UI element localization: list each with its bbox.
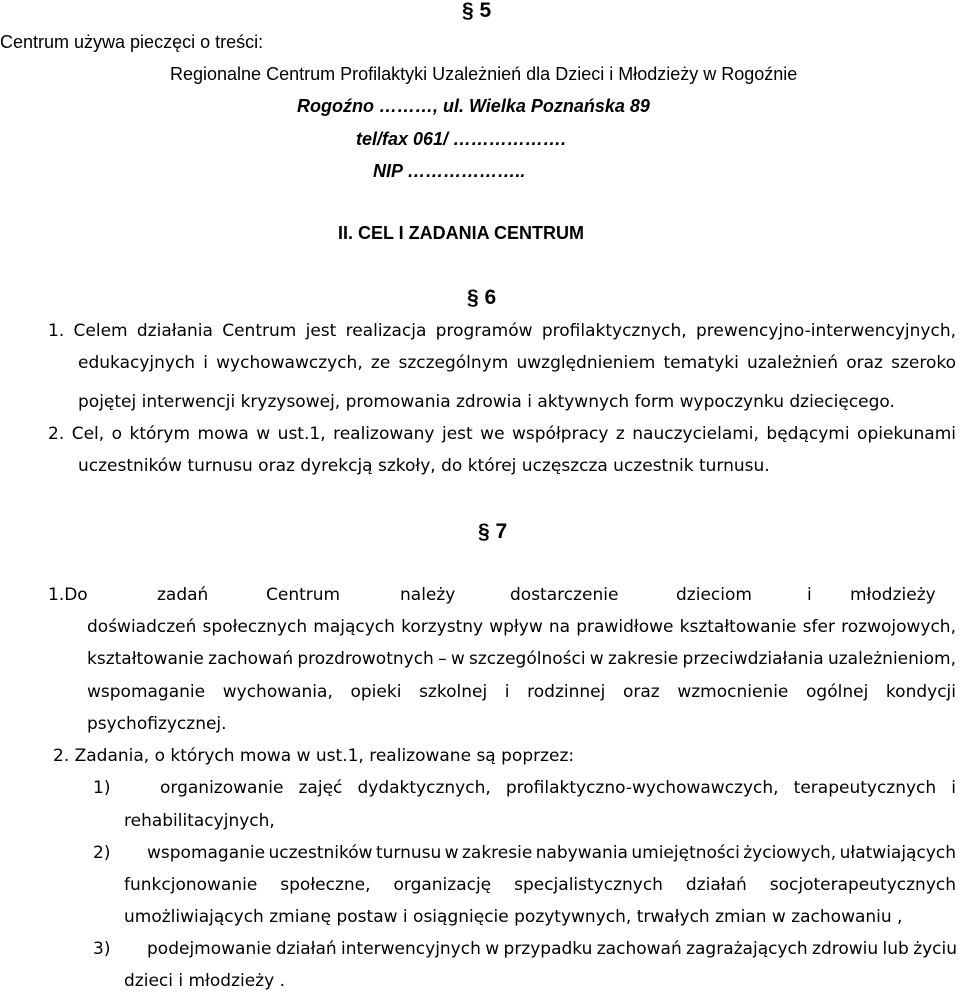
seal-line-phone: tel/fax 061/ ………………. [356,129,567,149]
list-item-1-line-1 [160,777,956,799]
word: 1.Do [48,585,88,605]
list-item-2-line-3: umożliwiających zmianę postaw i osiągnięcie pozytywnych, trwałych zmian w zachowaniu , [124,907,903,927]
seal-line-address: Rogoźno ………, ul. Wielka Poznańska 89 [297,96,650,116]
word: i [807,585,812,605]
text-run: funkcjonowanie społeczne, organizację specjalistycznych działań socjoterapeutycznych [124,875,956,895]
list-item-1-line-2: rehabilitacyjnych, [124,811,275,831]
word: dzieciom [676,585,752,605]
word: młodzieży [850,585,936,605]
text-run: 1. Celem działania Centrum jest realizacja programów profilaktycznych, prewencyjno-interwencyjnych, [48,321,956,341]
text-run: wspomaganie uczestników turnusu w zakresie nabywania umiejętności życiowych, ułatwiających [147,843,956,863]
section-number-5: § 5 [462,0,492,22]
text-run: wspomaganie wychowania, opieki szkolnej i rodzinnej oraz wzmocnienie ogólnej kondycji [87,682,956,702]
list-number-3: 3) [93,939,111,959]
word: należy [400,585,456,605]
list-item-2-line-1 [147,842,956,864]
text-run: doświadczeń społecznych mających korzystny wpływ na prawidłowe kształtowanie sfer rozwojowych, [87,617,956,637]
list-item-3-line-1 [147,938,956,960]
paragraph-7-item-1-line-2 [87,616,956,638]
seal-intro-text: Centrum używa pieczęci o treści: [0,32,264,52]
paragraph-7-item-1-line-3 [87,648,956,670]
word: dostarczenie [510,585,619,605]
list-number-2: 2) [93,843,111,863]
seal-line-name: Regionalne Centrum Profilaktyki Uzależnień dla Dzieci i Młodzieży w Rogoźnie [170,64,798,84]
paragraph-6-item-2-line-1 [48,423,956,445]
text-run: edukacyjnych i wychowawczych, ze szczególnym uwzględnieniem tematyki uzależnień oraz szeroko [78,353,956,373]
word: zadań [157,585,209,605]
list-item-3-line-2: dzieci i młodzieży . [124,971,285,991]
text-run: organizowanie zajęć dydaktycznych, profilaktyczno-wychowawczych, terapeutycznych i [160,778,956,798]
paragraph-7-item-1-line-5: psychofizycznej. [87,714,227,734]
paragraph-7-item-2-line-1: 2. Zadania, o których mowa w ust.1, realizowane są poprzez: [53,746,575,766]
text-run: kształtowanie zachowań prozdrowotnych – w szczególności w zakresie przeciwdziałania uzależnieniom, [87,649,956,669]
section-number-7: § 7 [478,520,508,543]
list-item-2-line-2 [124,874,956,896]
paragraph-7-item-1-line-4 [87,681,956,703]
word: Centrum [266,585,341,605]
text-run: 2. Cel, o którym mowa w ust.1, realizowany jest we współpracy z nauczycielami, będącymi opiekunami [48,424,956,444]
paragraph-6-item-1-line-3: pojętej interwencji kryzysowej, promowania zdrowia i aktywnych form wypoczynku dziecięcego. [78,392,895,412]
paragraph-6-item-1-line-1 [48,320,956,342]
text-run: podejmowanie działań interwencyjnych w przypadku zachowań zagrażających zdrowiu lub życiu [147,939,958,959]
list-number-1: 1) [93,778,111,798]
section-number-6: § 6 [467,286,497,309]
paragraph-6-item-1-line-2 [78,352,956,374]
paragraph-6-item-2-line-2: uczestników turnusu oraz dyrekcją szkoły, do której uczęszcza uczestnik turnusu. [78,456,770,476]
section-heading: II. CEL I ZADANIA CENTRUM [338,223,584,243]
seal-line-nip: NIP ……………….. [373,161,526,181]
